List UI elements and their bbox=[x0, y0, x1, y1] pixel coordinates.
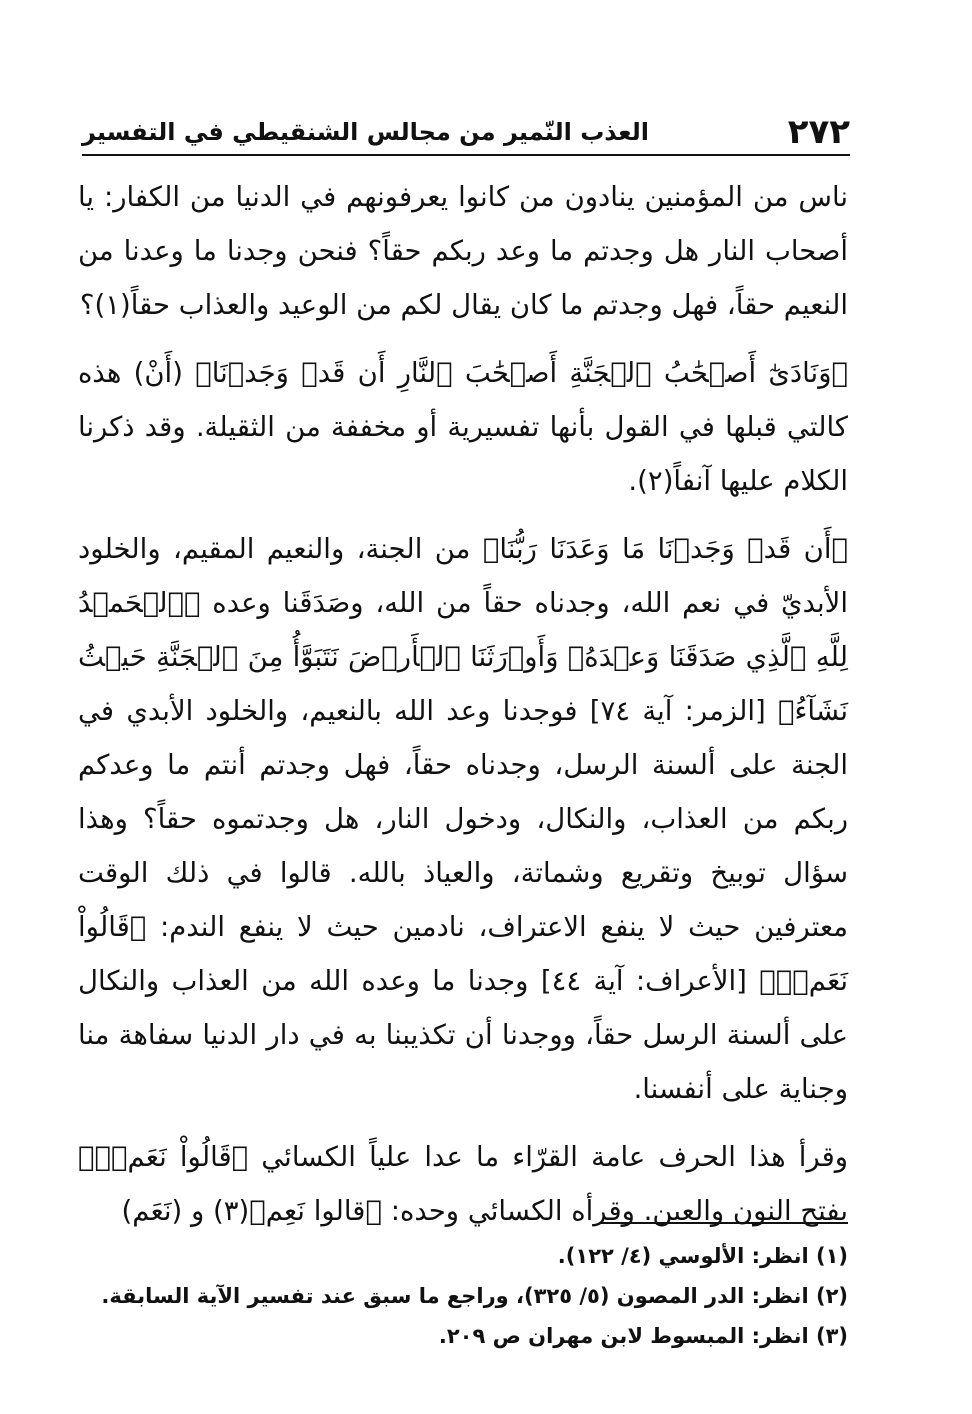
main-text bbox=[78, 170, 848, 1252]
footnote-2: (٢) انظر: الدر المصون (٥/ ٣٢٥)، وراجع ما سبق عند تفسير الآية السابقة. bbox=[101, 1284, 848, 1308]
footnote-3: (٣) انظر: المبسوط لابن مهران ص ٢٠٩. bbox=[438, 1324, 848, 1348]
running-title: العذب النّمير من مجالس الشنقيطي في التفسير bbox=[82, 118, 649, 146]
page-header bbox=[82, 108, 850, 156]
footnote-1: (١) انظر: الألوسي (٤/ ١٢٢). bbox=[557, 1244, 848, 1268]
page-number: ٢٧٢ bbox=[787, 112, 850, 152]
paragraph-4: وقرأ هذا الحرف عامة القرّاء ما عدا علياً الكسائي ﴿قَالُواْ نَعَمۡۚ﴾ بفتح النون والعين. وقرأه الكسائي وحده: ﴿قالوا نَعِم﴾(٣) و (نَعَم) bbox=[78, 1141, 848, 1227]
paragraph-3: ﴿أَن قَدۡ وَجَدۡنَا مَا وَعَدَنَا رَبُّنَا﴾ من الجنة، والنعيم المقيم، والخلود الأبديّ في نعم الله، وجدناه حقاً من الله، وصَدَقَنا وعده ﴿ٱلۡحَمۡدُ لِلَّهِ ٱلَّذِي صَدَقَنَا وَعۡدَهُۥ وَأَوۡرَثَنَا ٱلۡأَرۡضَ نَتَبَوَّأُ مِنَ ٱلۡجَنَّةِ حَيۡثُ نَشَآءُ﴾ [الزمر: آية ٧٤] فوجدنا وعد الله بالنعيم، والخلود الأبدي في الجنة على ألسنة الرسل، وجدناه حقاً، فهل وجدتم أنتم ما وعدكم ربكم من العذاب، والنكال، ودخول النار، هل وجدتموه حقاً؟ وهذا سؤال توبيخ وتقريع وشماتة، والعياذ بالله. قالوا في ذلك الوقت معترفين حيث لا ينفع الاعتراف، نادمين حيث لا ينفع الندم: ﴿قَالُواْ نَعَمۡۚ﴾ [الأعراف: آية ٤٤] وجدنا ما وعده الله من العذاب والنكال على ألسنة الرسل حقاً، ووجدنا أن تكذيبنا به في دار الدنيا سفاهة منا وجناية على أنفسنا. bbox=[78, 533, 849, 1105]
paragraph-2: ﴿وَنَادَىٰٓ أَصۡحَٰبُ ٱلۡجَنَّةِ أَصۡحَٰبَ ٱلنَّارِ أَن قَدۡ وَجَدۡنَا﴾ (أَنْ) هذه كالتي قبلها في القول بأنها تفسيرية أو مخففة من الثقيلة. وقد ذكرنا الكلام عليها آنفاً(٢). bbox=[78, 357, 848, 497]
footnote-divider bbox=[600, 1222, 848, 1224]
footnotes bbox=[78, 1236, 848, 1356]
paragraph-1: ناس من المؤمنين ينادون من كانوا يعرفونهم في الدنيا من الكفار: يا أصحاب النار هل وجدتم ما وعد ربكم حقاً؟ فنحن وجدنا ما وعدنا من النعيم حقاً، فهل وجدتم ما كان يقال لكم من الوعيد والعذاب حقاً(١)؟ bbox=[78, 181, 848, 321]
